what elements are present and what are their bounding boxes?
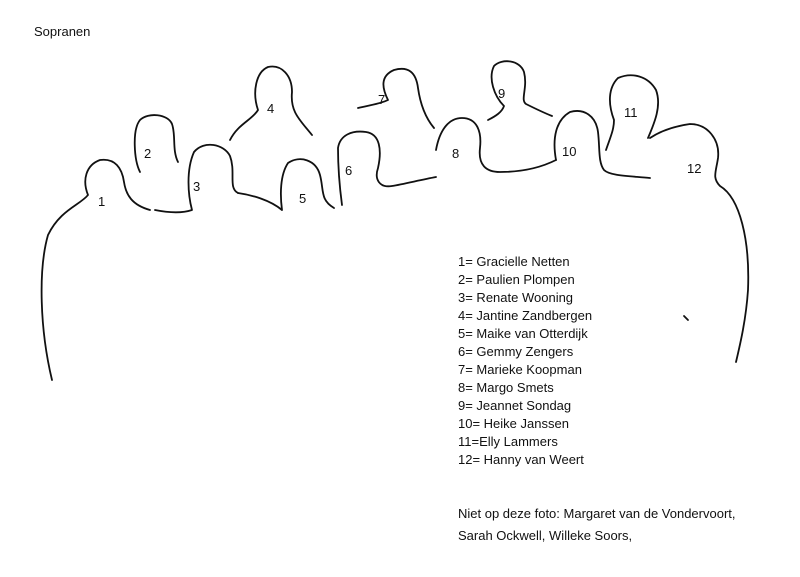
silhouette-8 [436, 118, 556, 172]
legend-item: 7= Marieke Koopman [458, 362, 582, 377]
figure-number-2: 2 [144, 146, 152, 161]
figure-number-7: 7 [378, 92, 386, 107]
silhouette-6 [338, 132, 436, 205]
legend-item: 10= Heike Janssen [458, 416, 569, 431]
figure-number-3: 3 [193, 179, 201, 194]
silhouette-2 [135, 115, 178, 172]
silhouette-7 [358, 69, 434, 128]
figure-number-10: 10 [562, 144, 577, 159]
legend-item: 12= Hanny van Weert [458, 452, 584, 467]
figure-number-11: 11 [624, 105, 638, 120]
legend-item: 8= Margo Smets [458, 380, 554, 395]
legend-item: 5= Maike van Otterdijk [458, 326, 588, 341]
figure-number-8: 8 [452, 146, 460, 161]
legend-item: 3= Renate Wooning [458, 290, 574, 305]
name-legend [458, 253, 592, 469]
legend-item: 6= Gemmy Zengers [458, 344, 574, 359]
absent-note-line-2: Sarah Ockwell, Willeke Soors, [458, 528, 633, 543]
stroke-mark [684, 316, 688, 320]
legend-item: 1= Gracielle Netten [458, 254, 570, 269]
figure-number-9: 9 [498, 86, 506, 101]
figure-number-12: 12 [687, 161, 702, 176]
legend-item: 4= Jantine Zandbergen [458, 308, 593, 323]
legend-item: 11=Elly Lammers [458, 434, 558, 449]
absent-note [458, 503, 736, 547]
figure-number-6: 6 [345, 163, 353, 178]
legend-item: 9= Jeannet Sondag [458, 398, 572, 413]
absent-note-line-1: Niet op deze foto: Margaret van de Vondervoort, [458, 506, 736, 521]
silhouette-5 [238, 159, 334, 210]
silhouette-1 [42, 160, 150, 380]
figure-number-1: 1 [98, 194, 106, 209]
silhouette-12 [650, 124, 748, 362]
figure-number-5: 5 [299, 191, 307, 206]
figure-number-4: 4 [267, 101, 275, 116]
legend-item: 2= Paulien Plompen [458, 272, 575, 287]
page-title: Sopranen [34, 24, 91, 39]
